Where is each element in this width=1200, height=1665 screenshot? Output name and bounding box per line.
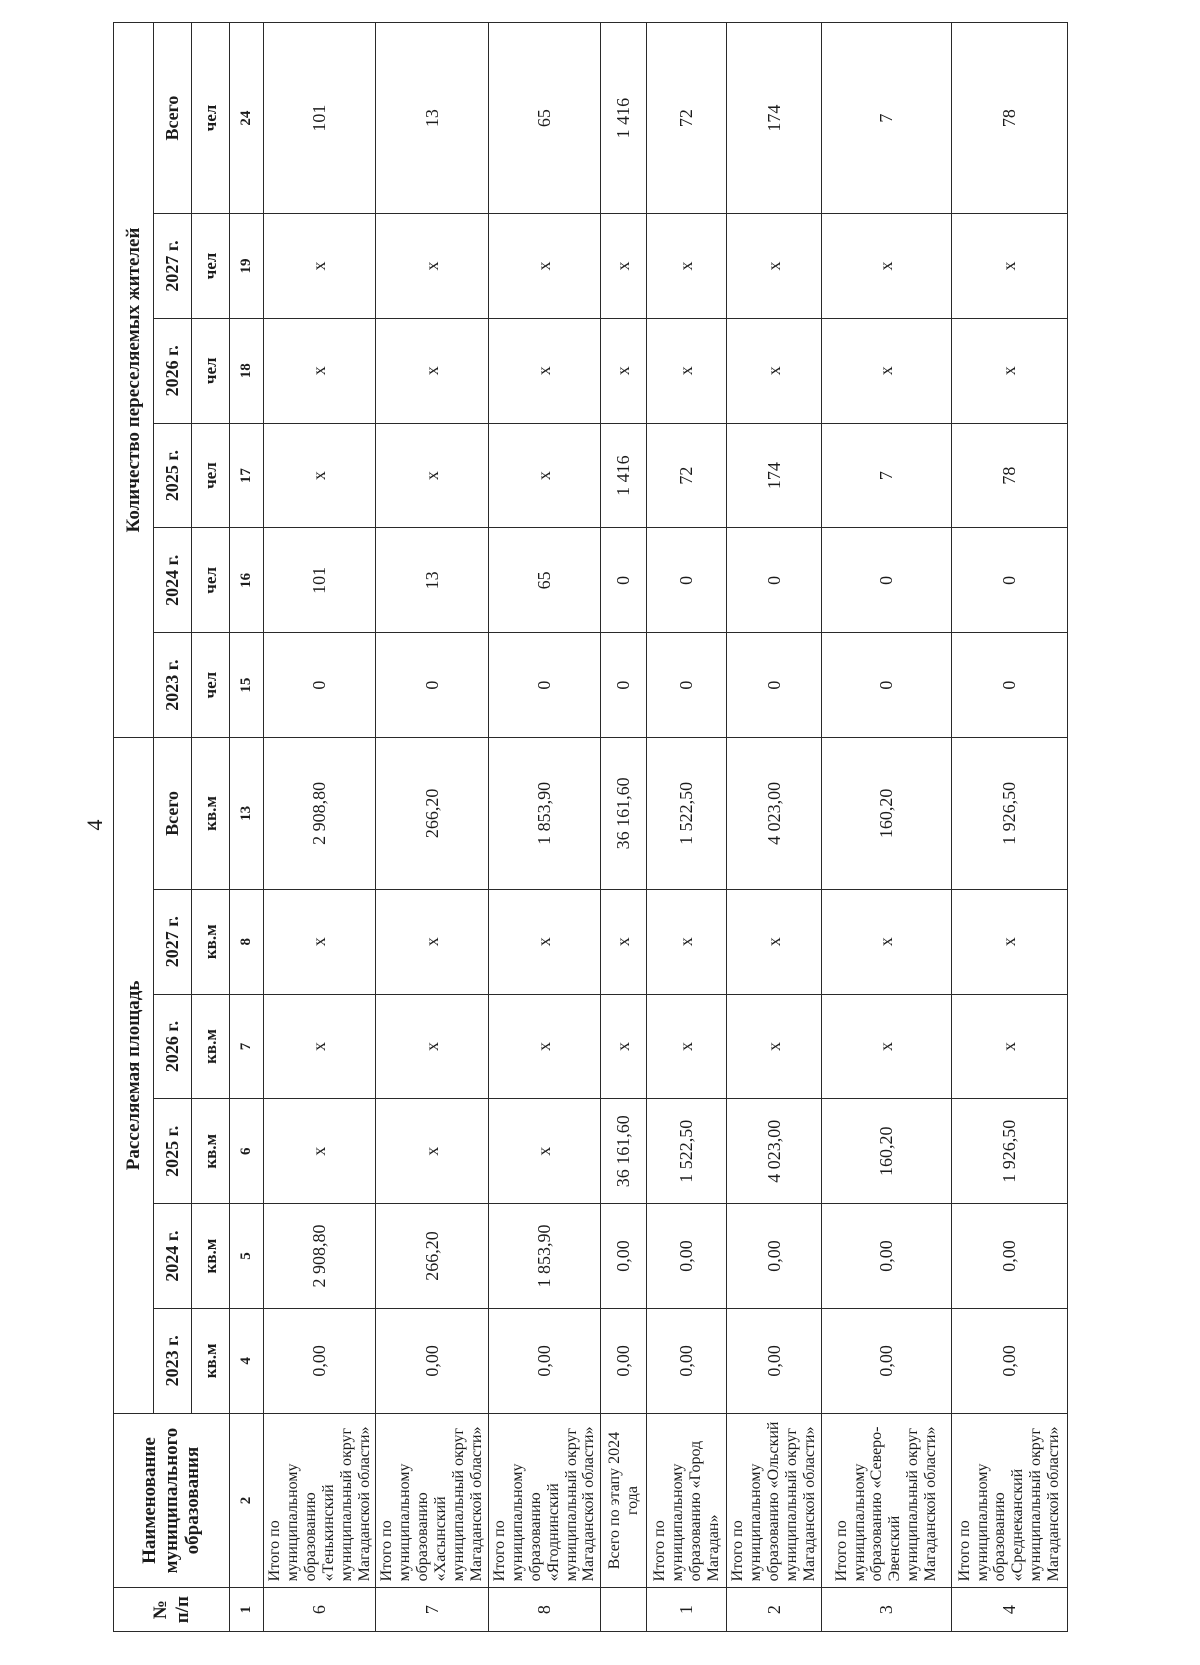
area-value: 0,00 bbox=[264, 1308, 376, 1413]
table-row bbox=[376, 23, 488, 1632]
people-value: 0 bbox=[821, 633, 951, 738]
row-number: 3 bbox=[821, 1588, 951, 1632]
people-value: 0 bbox=[601, 633, 647, 738]
row-number: 4 bbox=[951, 1588, 1067, 1632]
area-value: 160,20 bbox=[821, 738, 951, 890]
column-number: 24 bbox=[230, 23, 264, 214]
people-value: 78 bbox=[951, 23, 1067, 214]
area-unit-header: кв.м bbox=[192, 1308, 230, 1413]
municipality-name: Итого по муниципальному образованию «Хасынский муниципальный округ Магаданской области» bbox=[376, 1413, 488, 1588]
people-unit-header: чел bbox=[192, 423, 230, 528]
people-value: x bbox=[376, 214, 488, 319]
people-year-header: 2025 г. bbox=[154, 423, 192, 528]
people-year-header: 2027 г. bbox=[154, 214, 192, 319]
people-value: x bbox=[727, 214, 822, 319]
area-unit-header: кв.м bbox=[192, 1099, 230, 1204]
area-value: 4 023,00 bbox=[727, 1099, 822, 1204]
area-value: x bbox=[821, 889, 951, 994]
people-year-header: Всего bbox=[154, 23, 192, 214]
people-unit-header: чел bbox=[192, 633, 230, 738]
people-value: x bbox=[376, 318, 488, 423]
area-value: 1 522,50 bbox=[647, 1099, 727, 1204]
people-value: 174 bbox=[727, 23, 822, 214]
people-value: x bbox=[647, 214, 727, 319]
area-year-header: 2027 г. bbox=[154, 889, 192, 994]
people-unit-header: чел bbox=[192, 23, 230, 214]
area-value: 0,00 bbox=[488, 1308, 600, 1413]
column-number: 18 bbox=[230, 318, 264, 423]
row-number: 8 bbox=[488, 1588, 600, 1632]
table-row bbox=[647, 23, 727, 1632]
column-number: 4 bbox=[230, 1308, 264, 1413]
people-value: 13 bbox=[376, 528, 488, 633]
people-value: 101 bbox=[264, 528, 376, 633]
people-value: 7 bbox=[821, 23, 951, 214]
people-value: 0 bbox=[821, 528, 951, 633]
people-value: x bbox=[647, 318, 727, 423]
page-number: 4 bbox=[82, 819, 107, 831]
people-year-header: 2026 г. bbox=[154, 318, 192, 423]
people-value: x bbox=[601, 214, 647, 319]
area-value: x bbox=[951, 889, 1067, 994]
area-value: x bbox=[601, 889, 647, 994]
area-value: 4 023,00 bbox=[727, 738, 822, 890]
municipality-name: Итого по муниципальному образованию «Северо-Эвенский муниципальный округ Магаданской области» bbox=[821, 1413, 951, 1588]
people-value: 7 bbox=[821, 423, 951, 528]
column-number: 17 bbox=[230, 423, 264, 528]
resettlement-table bbox=[113, 22, 1068, 1632]
area-value: x bbox=[376, 994, 488, 1099]
people-value: 0 bbox=[647, 633, 727, 738]
column-number: 1 bbox=[230, 1588, 264, 1632]
table-row bbox=[601, 23, 647, 1632]
area-value: 266,20 bbox=[376, 738, 488, 890]
table-row bbox=[264, 23, 376, 1632]
column-number: 8 bbox=[230, 889, 264, 994]
area-value: 0,00 bbox=[951, 1204, 1067, 1309]
area-value: 0,00 bbox=[647, 1308, 727, 1413]
table-row bbox=[727, 23, 822, 1632]
people-value: x bbox=[821, 214, 951, 319]
people-unit-header: чел bbox=[192, 318, 230, 423]
people-value: x bbox=[488, 318, 600, 423]
area-unit-header: кв.м bbox=[192, 994, 230, 1099]
area-value: 1 926,50 bbox=[951, 1099, 1067, 1204]
area-value: x bbox=[488, 1099, 600, 1204]
rotated-table-container bbox=[113, 22, 1063, 1632]
area-value: 0,00 bbox=[727, 1204, 822, 1309]
column-number: 6 bbox=[230, 1099, 264, 1204]
people-value: x bbox=[727, 318, 822, 423]
people-value: x bbox=[264, 423, 376, 528]
area-unit-header: кв.м bbox=[192, 738, 230, 890]
people-year-header: 2023 г. bbox=[154, 633, 192, 738]
area-value: x bbox=[488, 994, 600, 1099]
municipality-name: Итого по муниципальному образованию «Среднеканский муниципальный округ Магаданской области» bbox=[951, 1413, 1067, 1588]
people-value: 72 bbox=[647, 423, 727, 528]
municipality-name: Итого по муниципальному образованию «Ягоднинский муниципальный округ Магаданской области» bbox=[488, 1413, 600, 1588]
area-value: 1 853,90 bbox=[488, 738, 600, 890]
people-value: x bbox=[488, 423, 600, 528]
people-value: 174 bbox=[727, 423, 822, 528]
area-value: x bbox=[264, 994, 376, 1099]
people-value: x bbox=[951, 214, 1067, 319]
people-value: 65 bbox=[488, 23, 600, 214]
people-value: x bbox=[601, 318, 647, 423]
area-value: 36 161,60 bbox=[601, 738, 647, 890]
header-area-group: Расселяемая площадь bbox=[114, 738, 154, 1414]
people-value: 0 bbox=[951, 633, 1067, 738]
row-number: 6 bbox=[264, 1588, 376, 1632]
people-value: 1 416 bbox=[601, 423, 647, 528]
people-value: x bbox=[488, 214, 600, 319]
area-value: x bbox=[264, 1099, 376, 1204]
header-name: Наименование муниципального образования bbox=[114, 1413, 230, 1588]
people-value: 0 bbox=[376, 633, 488, 738]
column-number: 7 bbox=[230, 994, 264, 1099]
area-value: x bbox=[488, 889, 600, 994]
row-number bbox=[601, 1588, 647, 1632]
people-value: 1 416 bbox=[601, 23, 647, 214]
row-number: 1 bbox=[647, 1588, 727, 1632]
area-value: 0,00 bbox=[821, 1308, 951, 1413]
area-value: x bbox=[727, 889, 822, 994]
area-year-header: 2023 г. bbox=[154, 1308, 192, 1413]
area-value: 1 853,90 bbox=[488, 1204, 600, 1309]
area-value: 1 926,50 bbox=[951, 738, 1067, 890]
people-value: 65 bbox=[488, 528, 600, 633]
people-value: 0 bbox=[647, 528, 727, 633]
column-number: 15 bbox=[230, 633, 264, 738]
people-value: x bbox=[376, 423, 488, 528]
area-value: x bbox=[647, 889, 727, 994]
people-value: x bbox=[264, 214, 376, 319]
area-value: 2 908,80 bbox=[264, 1204, 376, 1309]
people-value: 72 bbox=[647, 23, 727, 214]
area-value: 0,00 bbox=[727, 1308, 822, 1413]
area-year-header: 2026 г. bbox=[154, 994, 192, 1099]
people-value: 0 bbox=[727, 633, 822, 738]
area-value: 0,00 bbox=[376, 1308, 488, 1413]
area-value: 2 908,80 bbox=[264, 738, 376, 890]
column-number: 13 bbox=[230, 738, 264, 890]
area-value: 266,20 bbox=[376, 1204, 488, 1309]
area-year-header: 2025 г. bbox=[154, 1099, 192, 1204]
people-value: 0 bbox=[951, 528, 1067, 633]
municipality-name: Всего по этапу 2024 года bbox=[601, 1413, 647, 1588]
area-value: 0,00 bbox=[647, 1204, 727, 1309]
area-value: x bbox=[264, 889, 376, 994]
row-number: 7 bbox=[376, 1588, 488, 1632]
people-value: 13 bbox=[376, 23, 488, 214]
area-value: x bbox=[376, 1099, 488, 1204]
area-value: 0,00 bbox=[821, 1204, 951, 1309]
area-value: 0,00 bbox=[951, 1308, 1067, 1413]
people-unit-header: чел bbox=[192, 528, 230, 633]
municipality-name: Итого по муниципальному образованию «Город Магадан» bbox=[647, 1413, 727, 1588]
area-value: x bbox=[727, 994, 822, 1099]
area-value: x bbox=[376, 889, 488, 994]
people-value: x bbox=[821, 318, 951, 423]
municipality-name: Итого по муниципальному образованию «Ольский муниципальный округ Магаданской области» bbox=[727, 1413, 822, 1588]
people-value: 0 bbox=[488, 633, 600, 738]
area-value: 0,00 bbox=[601, 1204, 647, 1309]
people-value: 0 bbox=[727, 528, 822, 633]
area-value: x bbox=[601, 994, 647, 1099]
column-number: 2 bbox=[230, 1413, 264, 1588]
area-unit-header: кв.м bbox=[192, 1204, 230, 1309]
area-value: x bbox=[821, 994, 951, 1099]
people-year-header: 2024 г. bbox=[154, 528, 192, 633]
column-number: 19 bbox=[230, 214, 264, 319]
people-value: 0 bbox=[601, 528, 647, 633]
people-value: x bbox=[264, 318, 376, 423]
area-value: 0,00 bbox=[601, 1308, 647, 1413]
people-value: x bbox=[951, 318, 1067, 423]
municipality-name: Итого по муниципальному образованию «Тенькинский муниципальный округ Магаданской области» bbox=[264, 1413, 376, 1588]
row-number: 2 bbox=[727, 1588, 822, 1632]
column-number: 16 bbox=[230, 528, 264, 633]
people-value: 101 bbox=[264, 23, 376, 214]
table-row bbox=[821, 23, 951, 1632]
area-value: 160,20 bbox=[821, 1099, 951, 1204]
area-value: 1 522,50 bbox=[647, 738, 727, 890]
area-year-header: Всего bbox=[154, 738, 192, 890]
table-row bbox=[488, 23, 600, 1632]
area-year-header: 2024 г. bbox=[154, 1204, 192, 1309]
header-num: № п/п bbox=[114, 1588, 230, 1632]
people-unit-header: чел bbox=[192, 214, 230, 319]
area-unit-header: кв.м bbox=[192, 889, 230, 994]
header-people-group: Количество переселяемых жителей bbox=[114, 23, 154, 738]
people-value: 0 bbox=[264, 633, 376, 738]
area-value: 36 161,60 bbox=[601, 1099, 647, 1204]
table-row bbox=[951, 23, 1067, 1632]
column-number: 5 bbox=[230, 1204, 264, 1309]
area-value: x bbox=[647, 994, 727, 1099]
people-value: 78 bbox=[951, 423, 1067, 528]
area-value: x bbox=[951, 994, 1067, 1099]
